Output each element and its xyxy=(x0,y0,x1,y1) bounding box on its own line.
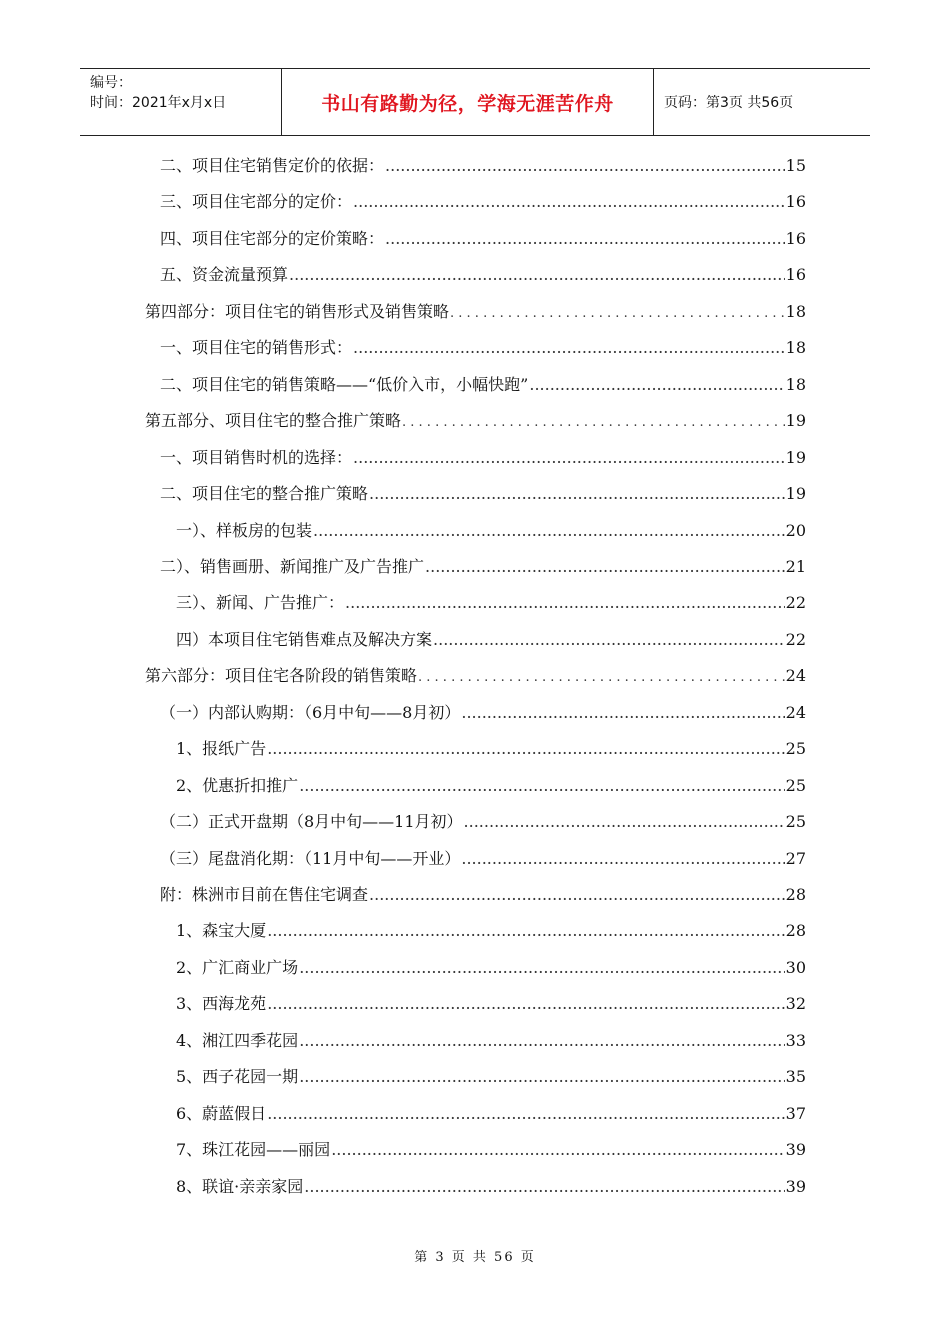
toc-entry-title: 第六部分：项目住宅各阶段的销售策略 xyxy=(145,666,418,686)
toc-leader-dots xyxy=(464,808,785,836)
toc-entry[interactable] xyxy=(160,444,806,472)
toc-entry[interactable] xyxy=(160,881,806,909)
toc-entry-title: 1、报纸广告 xyxy=(176,739,267,759)
toc-entry-page: 25 xyxy=(785,812,806,832)
toc-entry[interactable] xyxy=(176,1136,806,1164)
toc-entry-title: 5、西子花园一期 xyxy=(176,1067,299,1087)
toc-entry[interactable] xyxy=(176,735,806,763)
toc-entry-title: 四）本项目住宅销售难点及解决方案 xyxy=(176,629,433,649)
toc-entry-title: 6、蔚蓝假日 xyxy=(176,1103,267,1123)
page-header xyxy=(80,68,870,136)
toc-entry-page: 19 xyxy=(785,447,806,467)
toc-entry[interactable] xyxy=(176,990,806,1018)
toc-entry-page: 19 xyxy=(785,411,806,431)
toc-leader-dots xyxy=(385,152,785,180)
toc-entry[interactable] xyxy=(176,917,806,945)
toc-entry-page: 32 xyxy=(785,994,806,1014)
toc-leader-dots xyxy=(299,1063,784,1091)
toc-entry[interactable] xyxy=(176,517,806,545)
toc-entry-page: 28 xyxy=(785,885,806,904)
toc-entry-title: 一、项目销售时机的选择： xyxy=(160,447,353,467)
toc-leader-dots xyxy=(304,1173,784,1201)
toc-leader-dots xyxy=(385,225,785,253)
header-meta xyxy=(80,69,282,135)
toc-entry-title: 2、优惠折扣推广 xyxy=(176,775,299,795)
toc-entry-title: 2、广汇商业广场 xyxy=(176,957,299,977)
toc-leader-dots xyxy=(267,735,784,763)
toc-entry-title: 1、森宝大厦 xyxy=(176,921,267,941)
toc-entry[interactable] xyxy=(176,954,806,982)
toc-leader-dots xyxy=(529,371,784,399)
toc-leader-dots xyxy=(299,772,784,800)
toc-entry-title: 二、项目住宅的整合推广策略 xyxy=(160,484,369,504)
document-date: 时间：2021年x月x日 xyxy=(90,95,227,111)
toc-entry-page: 24 xyxy=(785,702,806,722)
toc-entry[interactable] xyxy=(160,808,806,836)
toc-entry-page: 39 xyxy=(785,1176,806,1196)
toc-entry[interactable] xyxy=(176,1027,806,1055)
toc-entry-page: 19 xyxy=(785,484,806,504)
toc-entry-page: 27 xyxy=(785,848,806,868)
toc-leader-dots xyxy=(369,881,785,909)
toc-entry-title: 一、项目住宅的销售形式： xyxy=(160,338,353,358)
toc-entry[interactable] xyxy=(160,845,806,873)
toc-entry[interactable] xyxy=(160,480,806,508)
toc-entry-title: （一）内部认购期：（6月中旬——8月初） xyxy=(160,702,461,722)
toc-entry[interactable] xyxy=(176,626,806,654)
toc-entry[interactable] xyxy=(160,152,806,180)
toc-leader-dots xyxy=(313,517,785,545)
toc-entry-page: 28 xyxy=(785,921,806,941)
toc-entry-title: 4、湘江四季花园 xyxy=(176,1030,299,1050)
toc-entry[interactable] xyxy=(145,662,806,690)
page-footer: 第 3 页 共 56 页 xyxy=(414,1250,536,1265)
toc-entry-title: 二）、销售画册、新闻推广及广告推广 xyxy=(160,556,425,576)
toc-entry[interactable] xyxy=(176,1100,806,1128)
toc-leader-dots xyxy=(461,845,784,873)
toc-entry[interactable] xyxy=(176,1173,806,1201)
toc-entry-page: 15 xyxy=(785,156,806,175)
toc-entry-page: 16 xyxy=(785,228,806,248)
header-page-info: 页码：第3页 共56页 xyxy=(664,95,794,111)
toc-leader-dots xyxy=(289,261,785,289)
toc-leader-dots xyxy=(353,188,785,216)
toc-entry-page: 35 xyxy=(785,1067,806,1087)
toc-leader-dots xyxy=(353,334,785,362)
toc-entry-page: 30 xyxy=(785,957,806,977)
toc-leader-dots xyxy=(267,917,784,945)
toc-entry[interactable] xyxy=(160,699,806,727)
toc-leader-dots xyxy=(433,626,785,654)
toc-entry-title: 二、项目住宅的销售策略——“低价入市，小幅快跑” xyxy=(160,374,529,394)
toc-entry[interactable] xyxy=(160,553,806,581)
toc-entry[interactable] xyxy=(176,772,806,800)
toc-entry-title: 8、联谊·亲亲家园 xyxy=(176,1176,304,1196)
toc-entry-title: 3、西海龙苑 xyxy=(176,994,267,1014)
document-code-label: 编号： xyxy=(90,75,132,91)
toc-entry-title: 四、项目住宅部分的定价策略： xyxy=(160,228,385,248)
toc-entry-page: 16 xyxy=(785,192,806,212)
toc-entry[interactable] xyxy=(160,371,806,399)
toc-leader-dots xyxy=(267,1100,784,1128)
toc-entry-page: 37 xyxy=(785,1103,806,1123)
toc-entry-page: 21 xyxy=(785,556,806,576)
toc-entry[interactable] xyxy=(176,1063,806,1091)
toc-entry-page: 33 xyxy=(785,1030,806,1050)
toc-leader-dots xyxy=(331,1136,784,1164)
toc-entry-title: 第五部分、项目住宅的整合推广策略 xyxy=(145,411,402,431)
toc-entry[interactable] xyxy=(176,589,806,617)
toc-entry[interactable] xyxy=(160,261,806,289)
toc-leader-dots xyxy=(418,662,785,692)
toc-leader-dots xyxy=(299,954,784,982)
toc-leader-dots xyxy=(369,480,785,508)
toc-entry-title: （二）正式开盘期（8月中旬——11月初） xyxy=(160,812,463,832)
toc-entry-page: 18 xyxy=(785,338,806,358)
toc-entry[interactable] xyxy=(145,298,806,326)
toc-entry-page: 22 xyxy=(785,593,806,613)
toc-entry-title: 第四部分：项目住宅的销售形式及销售策略 xyxy=(145,301,450,321)
toc-entry-title: （三）尾盘消化期：（11月中旬——开业） xyxy=(160,848,461,868)
toc-entry-title: 二、项目住宅销售定价的依据： xyxy=(160,156,385,175)
toc-entry-title: 三）、新闻、广告推广： xyxy=(176,593,345,613)
toc-entry-title: 三、项目住宅部分的定价： xyxy=(160,192,353,212)
toc-entry-page: 18 xyxy=(785,301,806,321)
toc-entry-page: 25 xyxy=(785,739,806,759)
toc-leader-dots xyxy=(267,990,784,1018)
toc-leader-dots xyxy=(299,1027,784,1055)
header-motto: 书山有路勤为径，学海无涯苦作舟 xyxy=(282,69,654,135)
toc-entry-title: 附：株洲市目前在售住宅调查 xyxy=(160,885,369,904)
toc-entry-title: 五、资金流量预算 xyxy=(160,265,289,285)
toc-entry-page: 25 xyxy=(785,775,806,795)
toc-leader-dots xyxy=(461,699,784,727)
toc-leader-dots xyxy=(402,407,785,437)
toc-entry[interactable] xyxy=(160,225,806,253)
toc-entry[interactable] xyxy=(145,407,806,435)
toc-entry[interactable] xyxy=(160,334,806,362)
toc-leader-dots xyxy=(353,444,785,472)
toc-leader-dots xyxy=(450,298,785,328)
toc-entry-page: 24 xyxy=(785,666,806,686)
toc-entry-title: 7、珠江花园——丽园 xyxy=(176,1140,331,1160)
toc-leader-dots xyxy=(425,553,785,581)
toc-entry-title: 一）、样板房的包装 xyxy=(176,520,313,540)
toc-entry-page: 16 xyxy=(785,265,806,285)
toc-entry-page: 18 xyxy=(785,374,806,394)
toc-entry-page: 39 xyxy=(785,1140,806,1160)
toc-entry[interactable] xyxy=(160,188,806,216)
toc-entry-page: 22 xyxy=(785,629,806,649)
toc-entry-page: 20 xyxy=(785,520,806,540)
toc-leader-dots xyxy=(345,589,785,617)
